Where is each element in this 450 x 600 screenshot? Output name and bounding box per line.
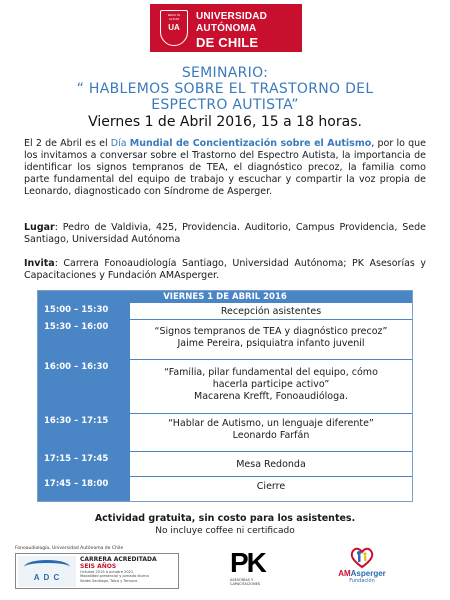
activity-line: “Hablar de Autismo, un lenguaje diferente”: [168, 418, 374, 429]
heart-figure-icon: [348, 545, 376, 569]
location-text: : Pedro de Valdivia, 425, Providencia. Auditorio, Campus Providencia, Sede Santiago, Universidad Autónoma: [24, 222, 426, 245]
shield-initials: UA: [168, 23, 180, 32]
intro-text-end: , por lo que los invitamos a conversar sobre el Trastorno del Espectro Autista, la importancia de identificar los signos tempranos de TEA, el diagnóstico precoz, la familia como parte fundamental del equipo de trabajo y escuchar y compartir la voz propia de Leonardo, diagnosticado con Síndrome de Asperger.: [24, 138, 426, 197]
table-row: [38, 414, 412, 452]
table-row: [38, 452, 412, 477]
adc-arc-icon: [24, 560, 70, 574]
event-date: Viernes 1 de Abril 2016, 15 a 18 horas.: [88, 114, 362, 130]
activity-line: Mesa Redonda: [236, 459, 306, 470]
amasperger-logo: [332, 545, 392, 591]
schedule-time: 17:15 – 17:45: [38, 452, 130, 476]
schedule-table: [37, 290, 413, 502]
location-paragraph: [24, 222, 426, 246]
activity-line: Jaime Pereira, psiquiatra infanto juvenil: [177, 338, 365, 349]
intro-paragraph: [24, 138, 426, 198]
pk-logo: [230, 548, 276, 590]
intro-highlight-awareness-day: Mundial de Concientización sobre el Autismo: [129, 138, 372, 149]
accreditation-detail: Modalidad presencial y jornada diurna: [80, 574, 149, 579]
intro-text-start: El 2 de Abril es el: [24, 138, 111, 149]
adc-logo: [18, 556, 76, 587]
schedule-time: 15:30 – 16:00: [38, 320, 130, 359]
amasperger-name-a: AM: [338, 569, 351, 578]
seminar-title-line2: ESPECTRO AUTISTA”: [151, 97, 299, 113]
amasperger-name: [332, 569, 392, 578]
schedule-time: 16:00 – 16:30: [38, 360, 130, 413]
adc-caption: Fonoaudiología, Universidad Autónoma de Chile: [15, 546, 124, 551]
schedule-time: 17:45 – 18:00: [38, 477, 130, 501]
location-label: Lugar: [24, 222, 55, 233]
activity-line: Cierre: [256, 481, 286, 492]
activity-line: Macarena Krefft, Fonoaudióloga.: [194, 391, 348, 402]
seminar-title-line1: “ HABLEMOS SOBRE EL TRASTORNO DEL: [76, 81, 374, 97]
table-row: [38, 477, 412, 501]
table-row: [38, 320, 412, 360]
accreditation-info: [80, 556, 178, 583]
accreditation-years: SEIS AÑOS: [80, 563, 117, 570]
free-activity-note: Actividad gratuita, sin costo para los asistentes.: [94, 513, 356, 524]
schedule-header: VIERNES 1 DE ABRIL 2016: [38, 291, 412, 303]
pk-subtitle-2: CAPACITACIONES: [230, 582, 261, 586]
schedule-activity: [130, 414, 412, 451]
schedule-activity: [130, 360, 412, 413]
table-row: [38, 303, 412, 320]
invite-text: : Carrera Fonoaudiología Santiago, Universidad Autónoma; PK Asesorías y Capacitaciones y Fundación AMAsperger.: [24, 258, 426, 281]
activity-line: hacerla participe activo”: [212, 379, 330, 390]
schedule-activity: [130, 477, 412, 501]
activity-line: “Signos tempranos de TEA y diagnóstico precoz”: [154, 326, 388, 337]
schedule-time: 16:30 – 17:15: [38, 414, 130, 451]
schedule-activity: [130, 452, 412, 476]
university-name-line1: UNIVERSIDAD: [196, 11, 268, 22]
accreditation-title: CARRERA ACREDITADA: [80, 556, 157, 563]
schedule-activity: [130, 303, 412, 319]
schedule-activity: [130, 320, 412, 359]
table-row: [38, 360, 412, 414]
seminar-label: SEMINARIO:: [181, 65, 269, 81]
schedule-time: 15:00 – 15:30: [38, 303, 130, 319]
invite-paragraph: [24, 258, 426, 282]
activity-line: Leonardo Farfán: [232, 430, 310, 441]
activity-line: “Familia, pilar fundamental del equipo, cómo: [164, 367, 378, 378]
accreditation-badge: [15, 553, 179, 589]
university-name: [196, 12, 267, 49]
university-name-line3: DE CHILE: [196, 35, 259, 50]
shield-motto: EDUC IN ALTUM: [167, 13, 181, 21]
activity-line: Recepción asistentes: [220, 306, 322, 317]
university-logo: [150, 4, 302, 52]
intro-highlight-day: Día: [110, 138, 130, 149]
university-name-line2: AUTÓNOMA: [196, 23, 257, 34]
pk-mark: PK: [230, 547, 265, 578]
pk-subtitle-1: ASESORÍAS Y: [230, 578, 254, 582]
amasperger-foundation: Fundación: [349, 578, 375, 584]
university-shield-icon: [160, 10, 188, 46]
accreditation-detail: Sedes Santiago, Talca y Temuco: [80, 578, 138, 583]
accreditation-detail: Octubre 2015 a octubre 2021: [80, 570, 134, 574]
adc-logo-text: A D C: [33, 573, 61, 582]
invite-label: Invita: [24, 258, 55, 269]
amasperger-name-b: Asperger: [350, 569, 386, 578]
coffee-note: No incluye coffee ni certificado: [155, 526, 295, 536]
